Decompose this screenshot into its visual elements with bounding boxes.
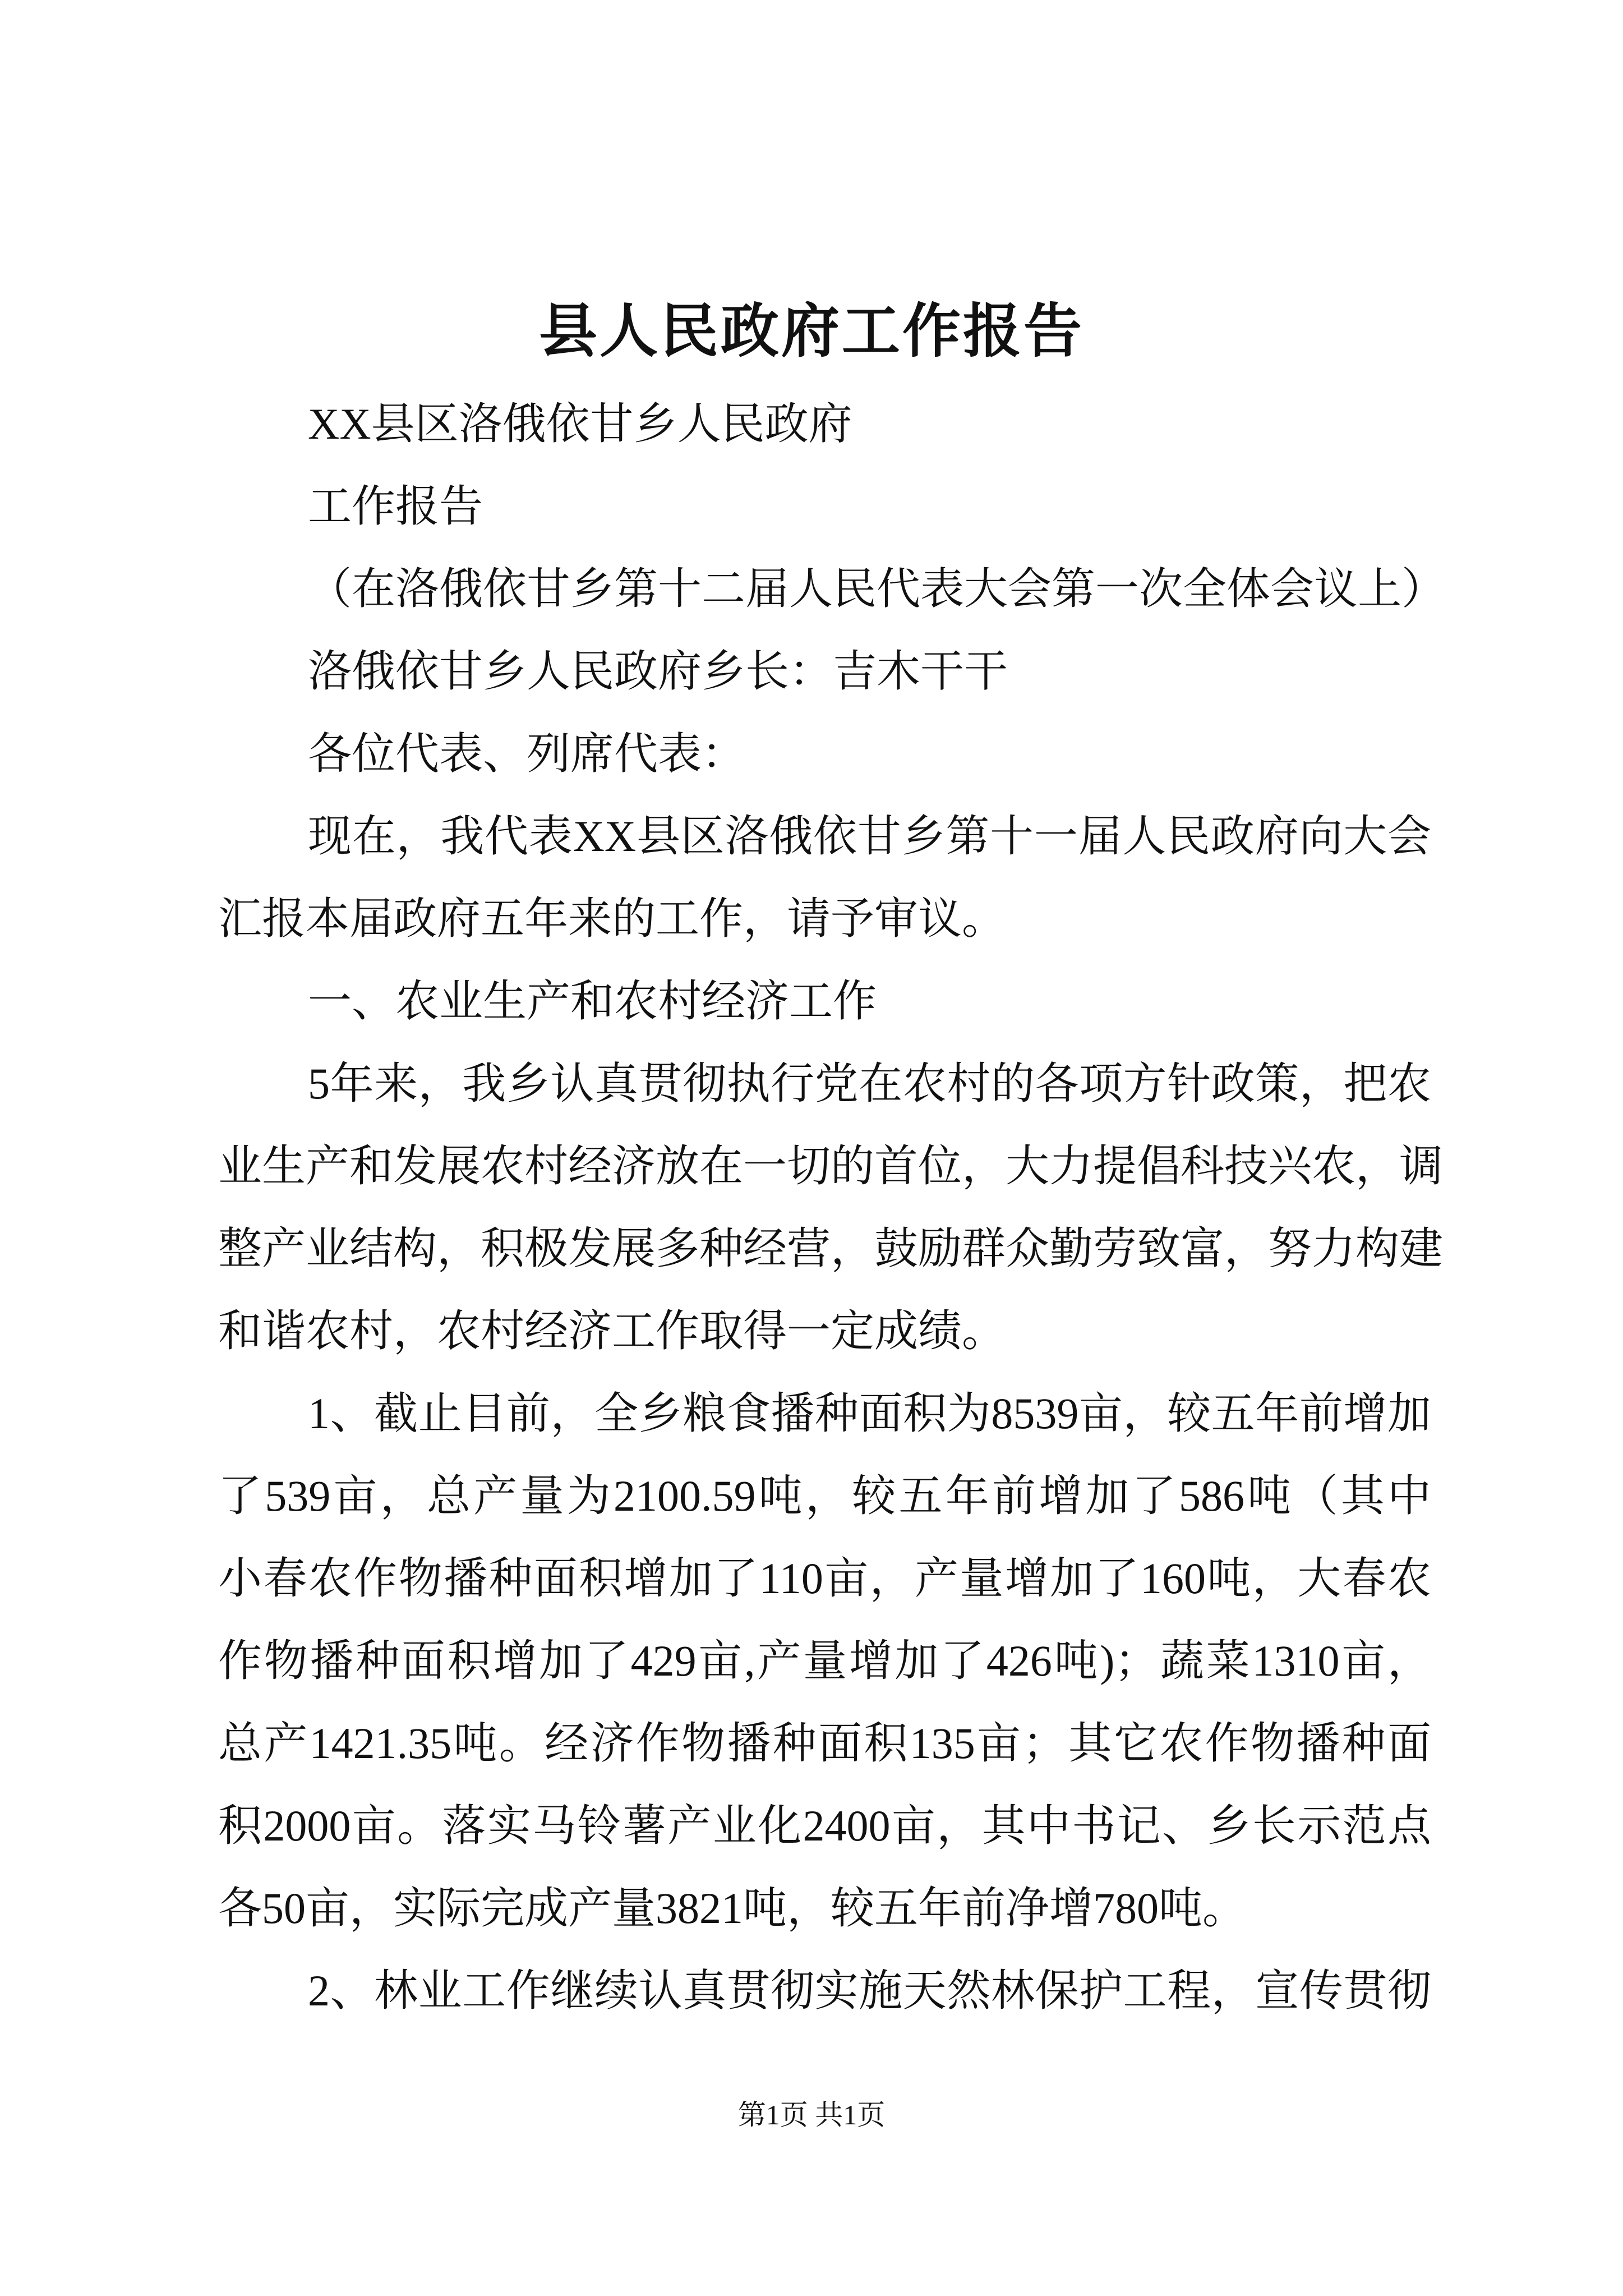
document-title: 县人民政府工作报告 xyxy=(538,300,1084,364)
text-line: 5年来，我乡认真贯彻执行党在农村的各项方针政策，把农 xyxy=(308,1059,1431,1108)
text-line: 洛俄依甘乡人民政府乡长：吉木干干 xyxy=(308,647,1008,696)
text-line: 和谐农村，农村经济工作取得一定成绩。 xyxy=(218,1306,1006,1355)
text-line: 了539亩，总产量为2100.59吨，较五年前增加了586吨（其中 xyxy=(218,1471,1431,1520)
text-line: 各50亩，实际完成产量3821吨，较五年前净增780吨。 xyxy=(218,1884,1247,1932)
text-line: 小春农作物播种面积增加了110亩，产量增加了160吨，大春农 xyxy=(218,1554,1431,1603)
section-heading xyxy=(218,960,1431,1042)
text-line: 作物播种面积增加了429亩,产量增加了426吨)；蔬菜1310亩， xyxy=(218,1636,1431,1685)
text-line: 积2000亩。落实马铃薯产业化2400亩，其中书记、乡长示范点 xyxy=(218,1801,1431,1850)
text-line: 1、截止目前，全乡粮食播种面积为8539亩，较五年前增加 xyxy=(308,1389,1431,1438)
meeting-note xyxy=(218,547,1446,630)
organization-line xyxy=(218,383,1431,465)
report-label xyxy=(218,465,1431,547)
text-line: 工作报告 xyxy=(308,482,483,531)
text-line: XX县区洛俄依甘乡人民政府 xyxy=(308,399,852,448)
item-1-paragraph xyxy=(218,1372,1431,1949)
text-line: 现在，我代表XX县区洛俄依甘乡第十一届人民政府向大会 xyxy=(308,812,1431,861)
item-2-paragraph xyxy=(218,1949,1431,2032)
speaker-line xyxy=(218,630,1431,712)
text-line: （在洛俄依甘乡第十二届人民代表大会第一次全体会议上） xyxy=(308,564,1446,613)
text-line: 整产业结构，积极发展多种经营，鼓励群众勤劳致富，努力构建 xyxy=(218,1224,1444,1273)
page-number-footer: 第1页 共1页 xyxy=(737,2099,886,2131)
document-body xyxy=(218,383,1446,2032)
text-line: 总产1421.35吨。经济作物播种面积135亩；其它农作物播种面 xyxy=(218,1719,1431,1768)
text-line: 2、林业工作继续认真贯彻实施天然林保护工程，宣传贯彻 xyxy=(308,1966,1431,2015)
text-line: 汇报本届政府五年来的工作，请予审议。 xyxy=(218,894,1006,943)
salutation xyxy=(218,712,1431,795)
text-line: 一、农业生产和农村经济工作 xyxy=(308,977,877,1025)
text-line: 业生产和发展农村经济放在一切的首位，大力提倡科技兴农，调 xyxy=(218,1142,1444,1190)
text-line: 各位代表、列席代表： xyxy=(308,729,746,778)
intro-paragraph xyxy=(218,795,1431,960)
overview-paragraph xyxy=(218,1042,1444,1372)
